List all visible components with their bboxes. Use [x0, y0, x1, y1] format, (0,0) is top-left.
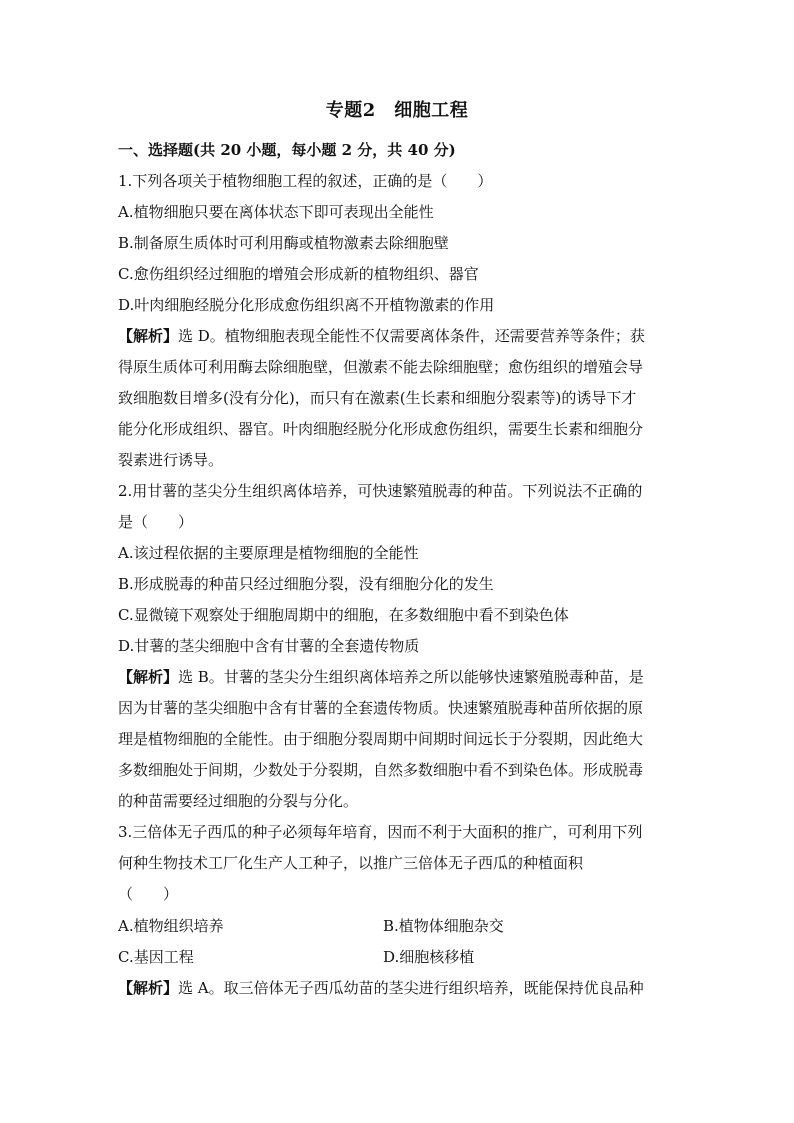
question-1-option-d: D.叶肉细胞经脱分化形成愈伤组织离不开植物激素的作用 — [118, 296, 495, 314]
question-3-option-a: A.植物组织培养 — [118, 917, 224, 935]
question-2-analysis-line: 多数细胞处于间期，少数处于分裂期，自然多数细胞中看不到染色体。形成脱毒 — [118, 761, 644, 779]
question-1-option-b: B.制备原生质体时可利用酶或植物激素去除细胞壁 — [118, 234, 449, 252]
question-3-option-c: C.基因工程 — [118, 948, 194, 966]
question-1-analysis-line: 能分化形成组织、器官。叶肉细胞经脱分化形成愈伤组织，需要生长素和细胞分 — [118, 420, 644, 438]
analysis-text: 选 D。植物细胞表现全能性不仅需要离体条件，还需要营养等条件；获 — [178, 327, 645, 345]
question-3-stem: 何种生物技术工厂化生产人工种子，以推广三倍体无子西瓜的种植面积 — [118, 854, 584, 872]
question-2-stem: 2.用甘薯的茎尖分生组织离体培养，可快速繁殖脱毒的种苗。下列说法不正确的 — [118, 482, 643, 500]
section-heading: 一、选择题(共 20 小题，每小题 2 分，共 40 分) — [118, 141, 456, 159]
analysis-mark: 【解析】 — [118, 668, 179, 686]
question-2-analysis-line: 的种苗需要经过细胞的分裂与分化。 — [118, 792, 359, 810]
analysis-mark: 【解析】 — [118, 327, 179, 345]
page-title: 专题2 细胞工程 — [325, 100, 469, 121]
question-1-analysis-line — [118, 326, 645, 346]
question-2-option-d: D.甘薯的茎尖细胞中含有甘薯的全套遗传物质 — [118, 637, 420, 655]
analysis-text: 选 B。甘薯的茎尖分生组织离体培养之所以能够快速繁殖脱毒种苗，是 — [178, 668, 644, 686]
analysis-text: 选 A。取三倍体无子西瓜幼苗的茎尖进行组织培养，既能保持优良品种 — [178, 979, 644, 997]
question-2-analysis-line — [118, 667, 644, 687]
question-2-stem: 是（ ） — [118, 513, 194, 531]
question-1-analysis-line: 裂素进行诱导。 — [118, 451, 224, 469]
question-1-option-c: C.愈伤组织经过细胞的增殖会形成新的植物组织、器官 — [118, 265, 479, 283]
question-3-option-d: D.细胞核移植 — [383, 948, 475, 966]
question-3-analysis-line — [118, 978, 644, 998]
question-2-analysis-line: 理是植物细胞的全能性。由于细胞分裂周期中间期时间远长于分裂期，因此绝大 — [118, 730, 644, 748]
question-1-analysis-line: 致细胞数目增多(没有分化)，而只有在激素(生长素和细胞分裂素等)的诱导下才 — [118, 389, 637, 407]
question-2-option-b: B.形成脱毒的种苗只经过细胞分裂，没有细胞分化的发生 — [118, 575, 494, 593]
question-1-stem: 1.下列各项关于植物细胞工程的叙述，正确的是（ ） — [118, 172, 493, 190]
question-1-analysis-line: 得原生质体可利用酶去除细胞壁，但激素不能去除细胞壁；愈伤组织的增殖会导 — [118, 358, 644, 376]
question-3-stem: （ ） — [118, 885, 179, 903]
question-1-option-a: A.植物细胞只要在离体状态下即可表现出全能性 — [118, 203, 434, 221]
question-3-stem: 3.三倍体无子西瓜的种子必须每年培育，因而不利于大面积的推广，可利用下列 — [118, 823, 643, 841]
question-2-option-a: A.该过程依据的主要原理是植物细胞的全能性 — [118, 544, 419, 562]
question-2-analysis-line: 因为甘薯的茎尖细胞中含有甘薯的全套遗传物质。快速繁殖脱毒种苗所依据的原 — [118, 699, 644, 717]
analysis-mark: 【解析】 — [118, 979, 179, 997]
question-2-option-c: C.显微镜下观察处于细胞周期中的细胞，在多数细胞中看不到染色体 — [118, 606, 569, 624]
question-3-option-b: B.植物体细胞杂交 — [383, 917, 504, 935]
